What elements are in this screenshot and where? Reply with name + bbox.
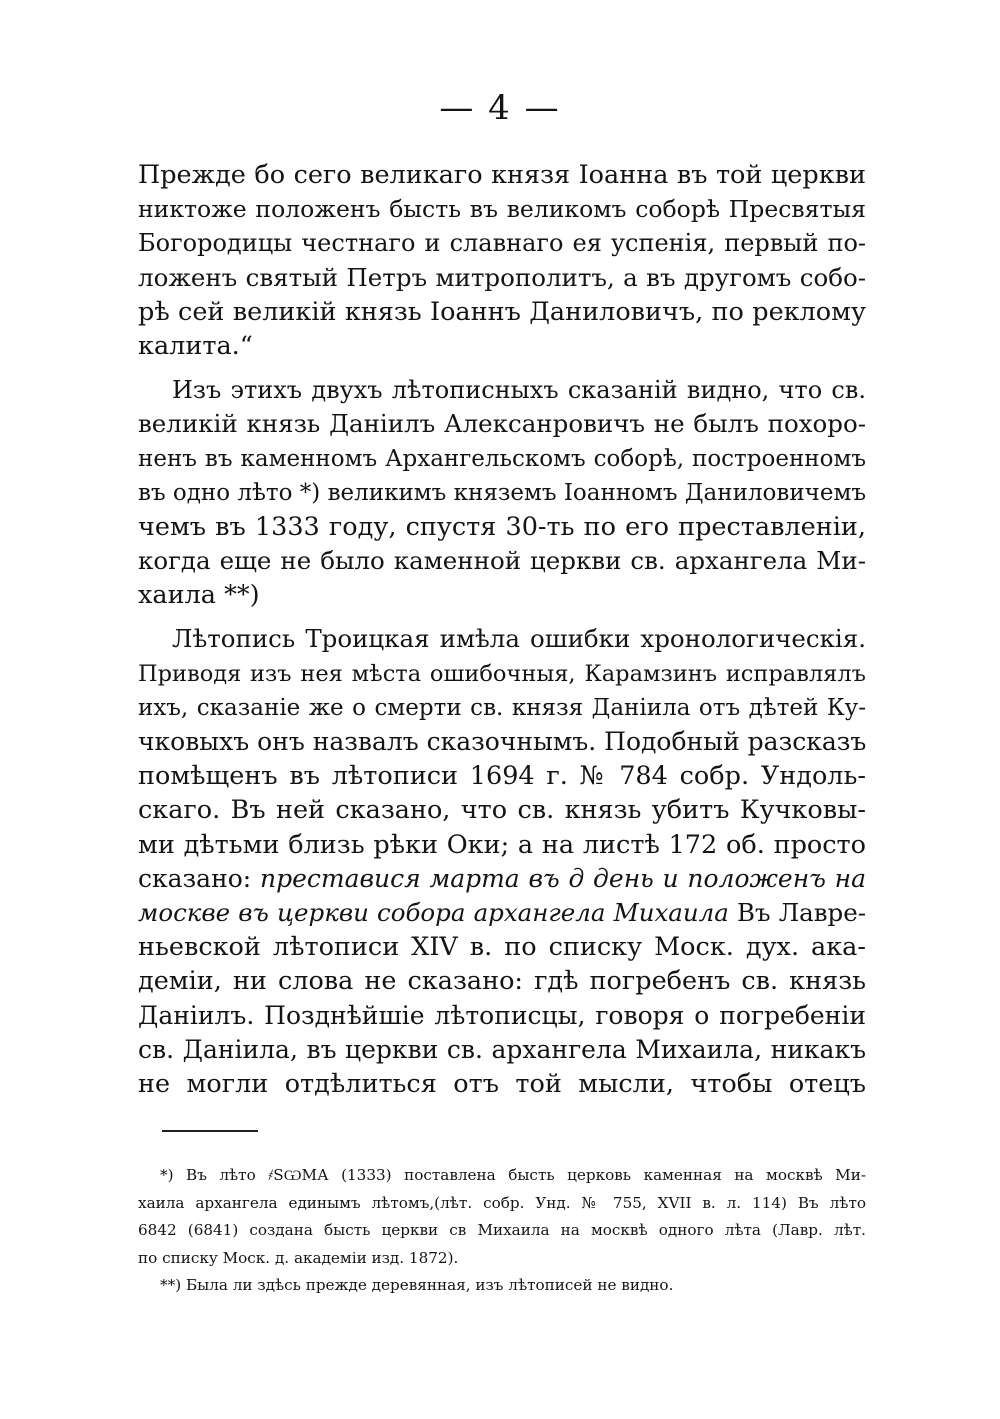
text-line: Приводя изъ нея мѣста ошибочныя, Карамзинъ исправлялъ [138, 660, 866, 687]
text-line: калита.“ [138, 330, 253, 361]
text-line: деміи, ни слова не сказано: гдѣ погребенъ св. князь [138, 966, 866, 997]
text-line: хаила **) [138, 580, 260, 611]
text-line: ньевской лѣтописи XIV в. по списку Моск. дух. ака- [138, 932, 866, 963]
text-line: не могли отдѣлиться отъ той мысли, чтобы отецъ [138, 1068, 866, 1099]
text-line: ми дѣтьми близь рѣки Оки; а на листѣ 172 об. просто [138, 829, 866, 860]
text-line: Прежде бо сего великаго князя Іоанна въ той церкви [138, 160, 866, 190]
text-line: Даніилъ. Позднѣйшіе лѣтописцы, говоря о погребеніи [138, 1000, 866, 1030]
text-line: св. Даніила, въ церкви св. архангела Михаила, никакъ [138, 1034, 866, 1064]
text-line: чковыхъ онъ назвалъ сказочнымъ. Подобный разсказъ [138, 727, 867, 756]
text-line: ложенъ святый Петръ митрополитъ, а въ другомъ собо- [138, 262, 866, 292]
footnote-separator [162, 1130, 258, 1132]
text-line: никтоже положенъ бысть въ великомъ соборѣ Пресвятыя [138, 195, 866, 224]
text-line: рѣ сей великій князь Іоаннъ Даниловичъ, по реклому [138, 296, 866, 327]
quote-tail: Въ Лавре- [737, 897, 866, 927]
text-line-with-quote [138, 896, 866, 930]
text-line: скаго. Въ ней сказано, что св. князь убитъ Кучковы- [138, 795, 866, 826]
quoted-chronicle-text: преставися марта въ д день и положенъ на [259, 863, 866, 893]
text-line: великій князь Даніилъ Алексанровичъ не былъ похоро- [138, 409, 866, 439]
text-line: Богородицы честнаго и славнаго ея успенія, первый по- [138, 229, 866, 258]
quote-lead: сказано: [138, 863, 252, 893]
footnote-line: **) Была ли здѣсь прежде деревянная, изъ лѣтописей не видно. [160, 1276, 674, 1294]
text-line: въ одно лѣто *) великимъ княземъ Іоанномъ Даниловичемъ [138, 479, 866, 506]
text-line: помѣщенъ въ лѣтописи 1694 г. № 784 собр. Ундоль- [138, 761, 866, 792]
main-text [138, 158, 866, 1101]
text-line: ненъ въ каменномъ Архангельскомъ соборѣ, построенномъ [138, 445, 866, 472]
paragraph-start-line: Изъ этихъ двухъ лѣтописныхъ сказаній видно, что св. [172, 376, 866, 405]
text-line: когда еще не было каменной церкви св. архангела Ми- [138, 546, 866, 576]
paragraph-start-line: Лѣтопись Троицкая имѣла ошибки хронологическія. [172, 624, 866, 654]
text-line: ихъ, сказаніе же о смерти св. князя Даніила отъ дѣтей Ку- [138, 694, 866, 721]
footnote-line: 6842 (6841) создана бысть церкви св Михаила на москвѣ одного лѣта (Лавр. лѣт. [138, 1221, 866, 1239]
quoted-chronicle-text: москве въ церкви собора архангела Михаила [138, 897, 729, 927]
text-line: чемъ въ 1333 году, спустя 30-ть по его преставленіи, [138, 511, 866, 542]
page-number: — 4 — [439, 88, 561, 128]
footnote-line: по списку Моск. д. академіи изд. 1872). [138, 1248, 459, 1267]
footnote-line: *) Въ лѣто ҂SѠМА (1333) поставлена бысть церковь каменная на москвѣ Ми- [160, 1166, 866, 1184]
footnote-line: хаила архангела единымъ лѣтомъ,(лѣт. собр. Унд. № 755, XVII в. л. 114) Въ лѣто [138, 1193, 866, 1212]
footnotes [138, 1162, 866, 1300]
text-line-with-quote [138, 862, 866, 896]
